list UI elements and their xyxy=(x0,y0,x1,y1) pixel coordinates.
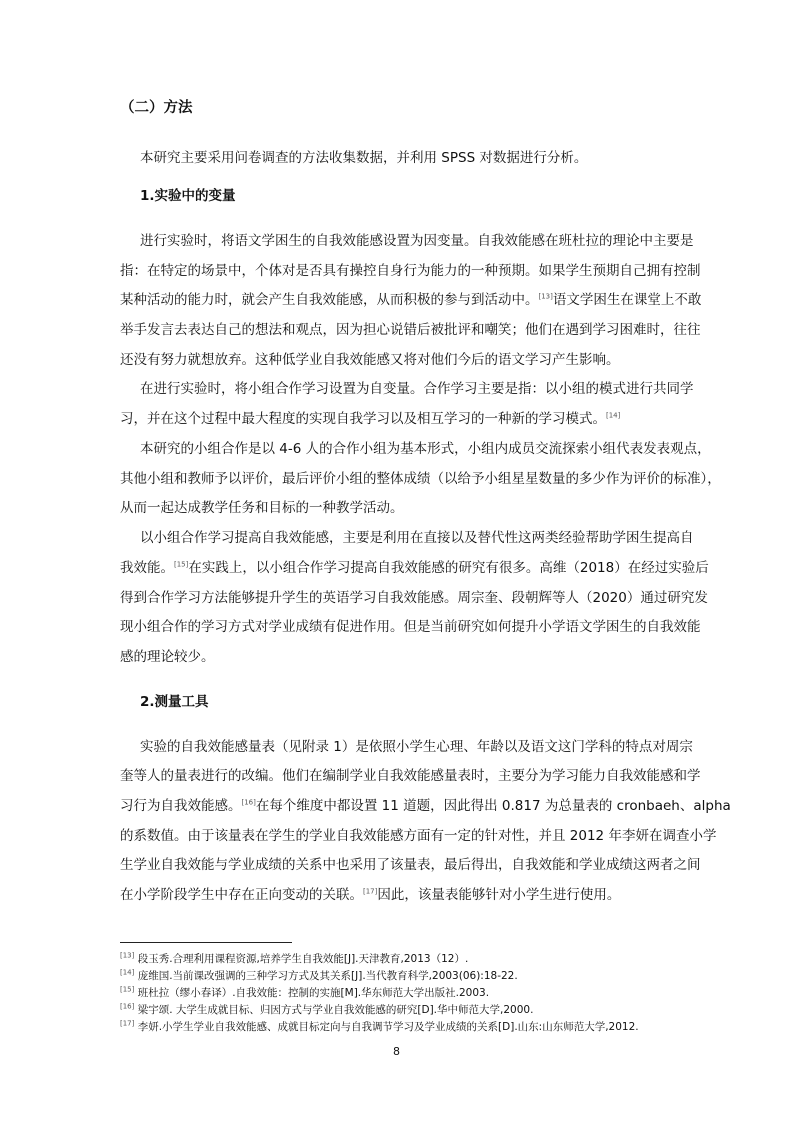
paragraph-line: 本研究的小组合作是以 4-6 人的合作小组为基本形式，小组内成员交流探索小组代表发表观点， xyxy=(140,441,711,457)
paragraph-line: 感的理论较少。 xyxy=(120,649,215,665)
paragraph-text: 在实践上，以小组合作学习提高自我效能感的研究有很多。高维（2018）在经过实验后 xyxy=(188,560,709,576)
citation-ref[interactable]: [15] xyxy=(174,560,189,569)
footnote-divider xyxy=(120,942,292,943)
paragraph-line: 还没有努力就想放弃。这种低学业自我效能感又将对他们今后的语文学习产生影响。 xyxy=(120,352,620,368)
footnote xyxy=(120,1002,533,1017)
footnote-mark: [16] xyxy=(120,1002,135,1011)
paragraph-line: 从而一起达成教学任务和目标的一种教学活动。 xyxy=(120,500,404,516)
paragraph-line: 现小组合作的学习方式对学业成绩有促进作用。但是当前研究如何提升小学语文学困生的自我效能 xyxy=(120,619,701,635)
paragraph-line: 的系数值。由于该量表在学生的学业自我效能感方面有一定的针对性，并且 2012 年李妍在调查小学 xyxy=(120,828,717,844)
paragraph-text: 我效能。 xyxy=(120,560,174,576)
paragraph-text: 某种活动的能力时，就会产生自我效能感，从而积极的参与到活动中。 xyxy=(120,292,539,308)
footnote-mark: [14] xyxy=(120,968,135,977)
paragraph-line: 奎等人的量表进行的改编。他们在编制学业自我效能感量表时，主要分为学习能力自我效能感和学 xyxy=(120,768,701,784)
footnote-mark: [13] xyxy=(120,951,135,960)
page-number: 8 xyxy=(393,1045,400,1058)
subsection-heading-instruments: 2.测量工具 xyxy=(140,694,209,710)
footnote xyxy=(120,1019,639,1034)
paragraph-line: 实验的自我效能感量表（见附录 1）是依照小学生心理、年龄以及语文这门学科的特点对周宗 xyxy=(140,739,693,755)
citation-ref[interactable]: [13] xyxy=(538,292,553,301)
paragraph-line: 以小组合作学习提高自我效能感，主要是利用在直接以及替代性这两类经验帮助学困生提高自 xyxy=(140,530,694,546)
paragraph-line: 指：在特定的场景中，个体对是否具有操控自身行为能力的一种预期。如果学生预期自己拥有控制 xyxy=(120,263,701,279)
footnote-mark: [17] xyxy=(120,1019,135,1028)
citation-ref[interactable]: [16] xyxy=(241,798,256,807)
paragraph-line xyxy=(120,556,709,576)
paragraph-line: 其他小组和教师予以评价，最后评价小组的整体成绩（以给予小组星星数量的多少作为评价的标准）， xyxy=(120,471,721,487)
paragraph-line: 举手发言去表达自己的想法和观点，因为担心说错后被批评和嘲笑；他们在遇到学习困难时，往往 xyxy=(120,322,701,338)
paragraph-line xyxy=(120,407,620,427)
paragraph-text: 在每个维度中都设置 11 道题，因此得出 0.817 为总量表的 cronbaeh、alpha xyxy=(255,798,731,814)
citation-ref[interactable]: [14] xyxy=(606,411,621,420)
footnote xyxy=(120,985,489,1000)
paragraph-line: 在进行实验时，将小组合作学习设置为自变量。合作学习主要是指：以小组的模式进行共同学 xyxy=(140,381,694,397)
footnote-text: 梁宇颂. 大学生成就目标、归因方式与学业自我效能感的研究[D].华中师范大学,2000. xyxy=(137,1004,534,1016)
paragraph-line: 进行实验时，将语文学困生的自我效能感设置为因变量。自我效能感在班杜拉的理论中主要是 xyxy=(140,233,694,249)
citation-ref[interactable]: [17] xyxy=(363,887,378,896)
footnote-text: 李妍.小学生学业自我效能感、成就目标定向与自我调节学习及学业成绩的关系[D].山东:山东师范大学,2012. xyxy=(137,1021,639,1033)
paragraph-text: 习，并在这个过程中最大程度的实现自我学习以及相互学习的一种新的学习模式。 xyxy=(120,411,606,427)
footnote-text: 段玉秀.合理利用课程资源,培养学生自我效能[J].天津教育,2013（12）. xyxy=(137,953,469,965)
paragraph-text: 语文学困生在课堂上不敢 xyxy=(552,292,702,308)
footnote-mark: [15] xyxy=(120,985,135,994)
paragraph-line xyxy=(120,288,701,308)
footnote xyxy=(120,951,468,966)
paragraph-text: 在小学阶段学生中存在正向变动的关联。 xyxy=(120,887,363,903)
paragraph-line: 得到合作学习方法能够提升学生的英语学习自我效能感。周宗奎、段朝辉等人（2020）通过研究发 xyxy=(120,590,708,606)
paragraph-line xyxy=(120,883,620,903)
paragraph-text: 因此，该量表能够针对小学生进行使用。 xyxy=(377,887,621,903)
paragraph-line xyxy=(120,794,731,814)
paragraph-line: 生学业自我效能与学业成绩的关系中也采用了该量表，最后得出，自我效能和学业成绩这两者之间 xyxy=(120,857,701,873)
footnote-text: 庞维国.当前课改强调的三种学习方式及其关系[J].当代教育科学,2003(06):18-22. xyxy=(137,970,518,982)
footnote-text: 班杜拉（缪小春译）.自我效能：控制的实施[M].华东师范大学出版社.2003. xyxy=(137,987,490,999)
subsection-heading-variables: 1.实验中的变量 xyxy=(140,188,236,204)
paragraph-text: 习行为自我效能感。 xyxy=(120,798,242,814)
footnote xyxy=(120,968,518,983)
intro-paragraph: 本研究主要采用问卷调查的方法收集数据，并利用 SPSS 对数据进行分析。 xyxy=(140,150,588,166)
section-heading: （二）方法 xyxy=(120,100,193,116)
